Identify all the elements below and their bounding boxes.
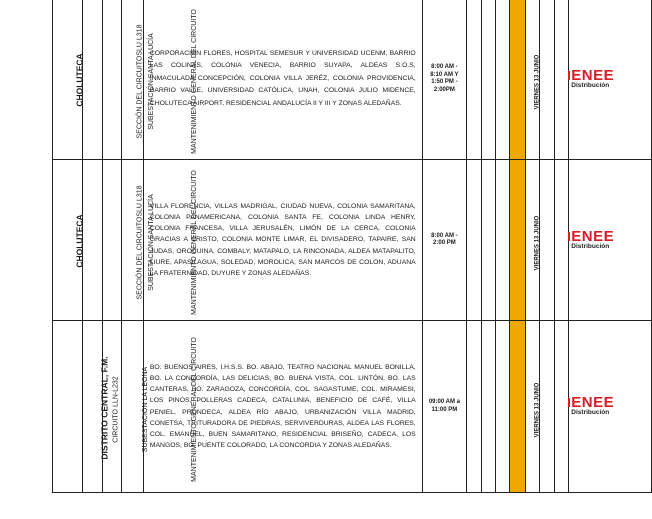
day-cell [510, 0, 541, 160]
time-line: 09:00 AM a [428, 399, 460, 405]
affected-areas: BO. BUENOS AIRES, I.H.S.S. BO. ABAJO, TEATRO NACIONAL MANUEL BONILLA, BO. LA CONCORDÍA, LAS DELICIAS, BO. BUENA VISTA, COL. LINTÓN, BO. LAS CANTERAS, BO. ZARAGOZA, CONCORDÍA, COL. SAGASTUME, COL. MIRAMESI, LOS PINOS, POLLERAS CADECA, CATALUNIA, BENEFICIO DE CAFÉ, VILLA PENIEL, PRONDECA, ALDEA RÍO ABAJO, URBANIZACIÓN VILLA MADRID, CONETSA, TRITURADORA DE PIEDRAS, SERVIVERDURAS, ALDEA LAS FLORES, COL. EMANUEL, BUEN SAMARITANO, RESIDENCIAL BRISEÑO, CADECA, LOS MANGOS, BO. PUENTE COLORADO, LA CONCORDIA Y ZONAS ALEDAÑAS. [143, 321, 422, 493]
time-line: 8:10 AM Y [430, 71, 459, 78]
time-line: 8:00 AM - [431, 64, 458, 70]
logo-brand: ENEE [571, 66, 615, 84]
enee-logo [571, 396, 651, 409]
day-label: VIERNES 13 JUNIO [534, 215, 541, 271]
substation-label: SUBESTACIÓN SANTA LUCÍA [147, 194, 155, 291]
time-line: 8:00 AM - [431, 232, 458, 239]
table-row [53, 160, 652, 321]
empty-cell [467, 0, 481, 160]
time-line: 2:00 PM [433, 240, 456, 246]
logo-brand: ENEE [571, 394, 615, 411]
day-label: VIERNES 13 JUNIO [534, 382, 541, 437]
table-row [53, 321, 652, 493]
empty-cell [554, 321, 568, 493]
empty-cell [496, 0, 510, 160]
enee-logo [571, 66, 651, 84]
logo-cell [569, 160, 652, 321]
logo-cell [569, 321, 652, 493]
affected-areas: CORPORACIÓN FLORES, HOSPITAL SEMESUR Y UNIVERSIDAD UCENM, BARRIO LAS COLINAS, COLONIA VENECIA, BARRIO SUYAPA, ALDEAS S.O.S, INMACULADA CONCEPCIÓN, COLONIA VILLA JERÉZ, COLONIA PROVIDENCIA, BARRIO VALLE, UNIVERSIDAD CATÓLICA, UNAH, COLONIA JULIO MIDENCE, CHOLUTECA AIRPORT, RESIDENCIAL ANDALUCÍA II Y III Y ZONAS ALEDAÑAS. [143, 0, 422, 160]
work-label: MANTENIMIENTO GENERAL DEL CIRCUITO [191, 9, 198, 154]
affected-areas: VILLA FLORENCIA, VILLAS MADRIGAL, CIUDAD NUEVA, COLONIA SAMARITANA, COLONIA PANAMERICANA, COLONIA SANTA FE, COLONIA LINDA HENRY, COLONIA FRANCESA, VILLA JERUSALÉN, LIMÓN DE LA CERCA, COLONIA GRACIAS A CRISTO, COLONIA MONTE LIMAR, EL DIVISADERO, TAPAIRE, SAN JUDAS, OROCUINA, COMBALY, MATAPALO, LA RINCONADA, ALDEA MATAPALITO, LIURE, APASILAGUA, SOLEDAD, MOROLICA, SAN MARCOS DE COLON, ADUANA LA FRATERNIDAD, DUYURE Y ZONAS ALEDAÑAS. [143, 160, 422, 321]
department-label: DISTRITO CENTRAL, F.M. [99, 355, 110, 460]
circuit-label: SECCIÓN DEL CIRCUITOSLU L318 [136, 24, 144, 139]
day-cell [510, 160, 541, 321]
department-label: CHOLUTECA [74, 214, 85, 268]
substation-label: SUBESTACIÓN LA LEONA [141, 366, 149, 452]
empty-cell [554, 0, 568, 160]
logo-brand: ENEE [571, 227, 615, 245]
empty-cell [540, 321, 554, 493]
empty-cell [481, 321, 495, 493]
time-line: 1:50 PM - [431, 79, 458, 85]
enee-logo [571, 227, 651, 245]
logo-subtitle: Distribución [571, 409, 610, 416]
circuit-label: CIRCUITO LLN-L232 [112, 375, 120, 443]
logo-subtitle: Distribución [571, 242, 610, 250]
day-label: VIERNES 13 JUNIO [534, 54, 541, 110]
department-label: CHOLUTECA [74, 53, 85, 107]
substation-label: SUBESTACIÓN SANTA LUCÍA [147, 33, 155, 130]
empty-cell [467, 321, 481, 493]
empty-cell [540, 0, 554, 160]
department-cell [53, 321, 110, 493]
circuit-label: SECCIÓN DEL CIRCUITOSLU L318 [136, 185, 144, 300]
table-row [53, 0, 652, 160]
empty-cell [467, 160, 481, 321]
time-cell [422, 0, 466, 160]
time-line: 2:00PM [433, 86, 455, 93]
day-cell [510, 321, 541, 493]
empty-cell [481, 0, 495, 160]
outage-schedule-table [52, 0, 652, 493]
time-cell [422, 321, 466, 493]
time-line: 11:00 PM [431, 406, 458, 413]
department-cell [53, 0, 83, 160]
empty-cell [540, 160, 554, 321]
time-cell [422, 160, 466, 321]
empty-cell [554, 160, 568, 321]
empty-cell [496, 160, 510, 321]
work-label: MANTENIMIENTO GENERAL DEL CIRCUITO [191, 336, 198, 482]
logo-subtitle: Distribución [571, 81, 610, 89]
empty-cell [481, 160, 495, 321]
department-cell [53, 160, 83, 321]
empty-cell [496, 321, 510, 493]
circuit-cell [82, 0, 144, 160]
logo-cell [569, 0, 652, 160]
circuit-cell [82, 160, 144, 321]
work-label: MANTENIMIENTO GENERAL DEL CIRCUITO [191, 170, 198, 315]
